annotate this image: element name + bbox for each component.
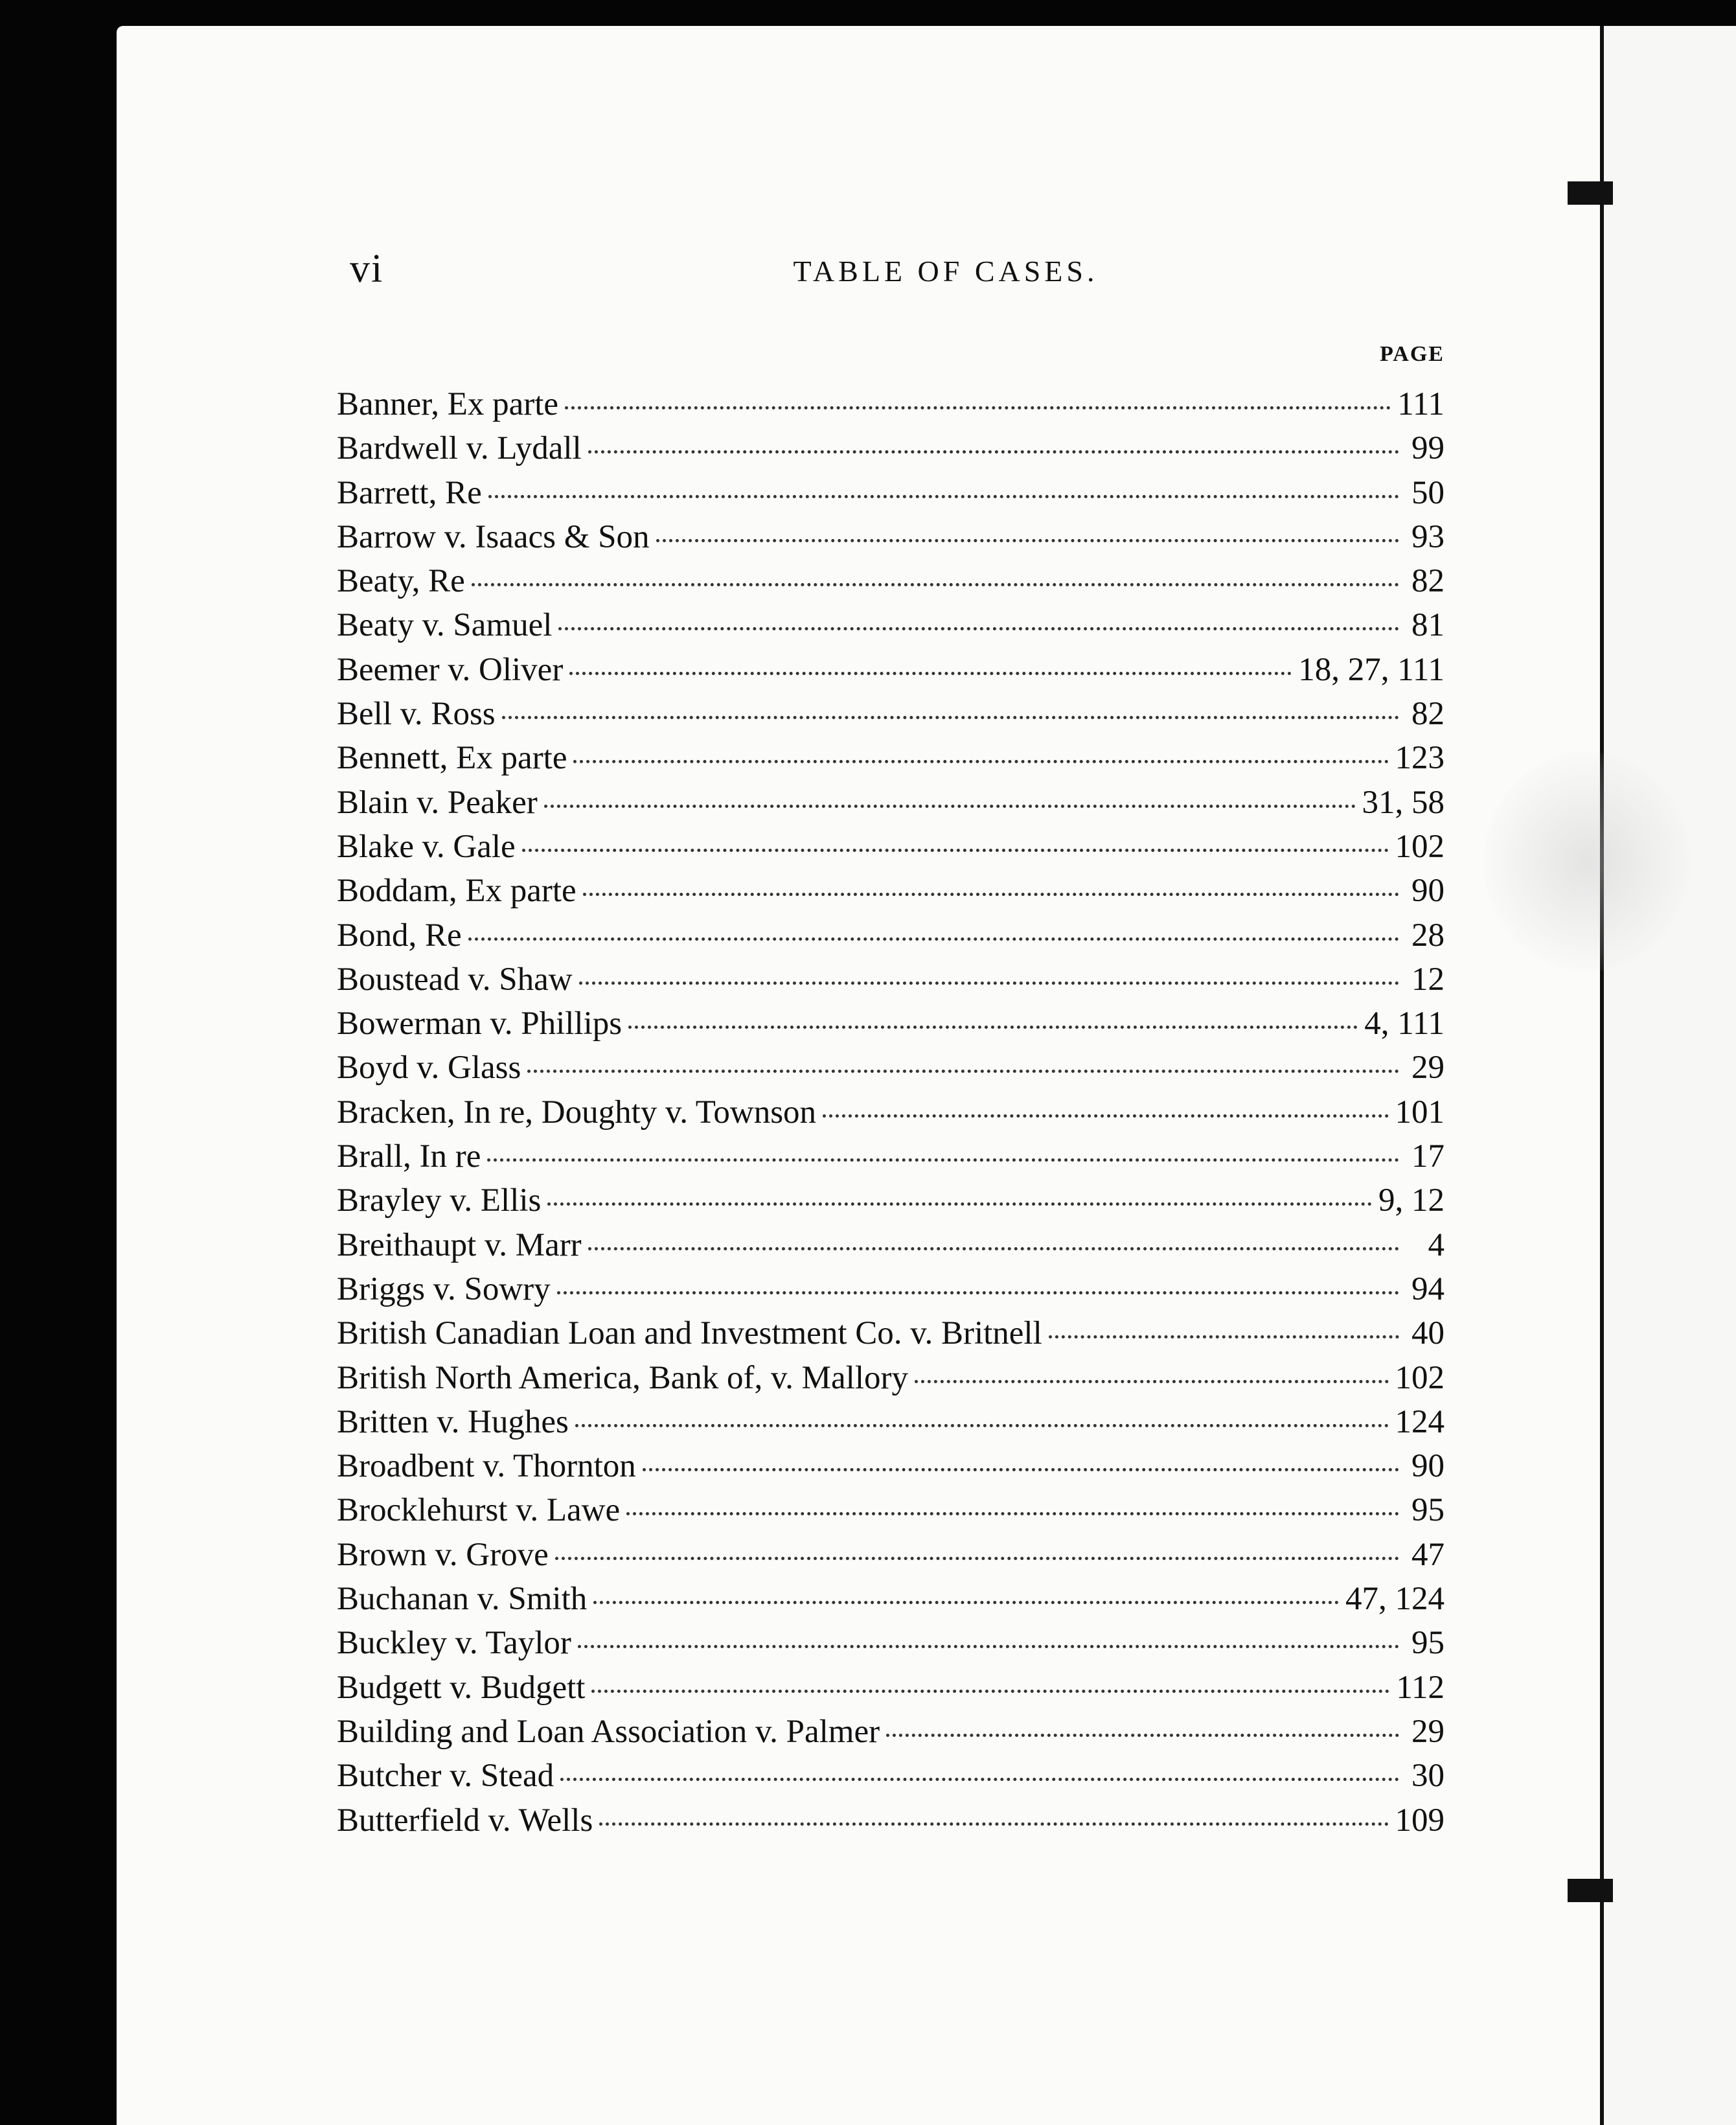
case-name: British Canadian Loan and Investment Co. v. Britnell (337, 1315, 1042, 1352)
case-name: Brall, In re (337, 1138, 481, 1175)
case-name: Bond, Re (337, 917, 462, 954)
case-name: Bowerman v. Phillips (337, 1005, 622, 1042)
page-reference: 50 (1411, 474, 1445, 511)
case-name: Bell v. Ross (337, 696, 496, 733)
list-item (337, 1533, 1445, 1577)
list-item (337, 1710, 1445, 1754)
list-item (337, 781, 1445, 825)
dot-leader (527, 1070, 1399, 1073)
page-reference: 29 (1411, 1050, 1445, 1086)
dot-leader (468, 937, 1399, 941)
page-reference: 9, 12 (1378, 1182, 1445, 1219)
case-name: Beaty, Re (337, 563, 465, 600)
case-name: Bennett, Ex parte (337, 740, 567, 777)
dot-leader (588, 1247, 1399, 1250)
page-reference: 90 (1411, 873, 1445, 910)
case-name: Banner, Ex parte (337, 386, 559, 422)
case-name: Bardwell v. Lydall (337, 430, 582, 467)
table-of-cases-list (337, 382, 1445, 1843)
list-item (337, 1798, 1445, 1843)
case-name: Barrow v. Isaacs & Son (337, 518, 650, 555)
page-reference: 112 (1396, 1669, 1445, 1706)
dot-leader (823, 1114, 1388, 1118)
dot-leader (599, 1822, 1388, 1826)
page-reference: 81 (1411, 607, 1445, 644)
dot-leader (488, 495, 1399, 498)
case-name: Breithaupt v. Marr (337, 1226, 582, 1263)
list-item (337, 1223, 1445, 1267)
page-reference: 99 (1411, 430, 1445, 467)
dot-leader (547, 1202, 1372, 1206)
case-name: Budgett v. Budgett (337, 1669, 586, 1706)
case-name: Barrett, Re (337, 474, 482, 511)
dot-leader (487, 1158, 1399, 1162)
facing-page-edge (1600, 26, 1736, 2125)
case-name: Boyd v. Glass (337, 1050, 521, 1086)
page-reference: 4, 111 (1364, 1005, 1445, 1042)
page-reference: 111 (1397, 386, 1445, 422)
running-title: TABLE OF CASES. (793, 255, 1099, 288)
case-name: Brocklehurst v. Lawe (337, 1492, 621, 1529)
dot-leader (472, 583, 1399, 586)
page-reference: 82 (1411, 696, 1445, 733)
list-item (337, 1488, 1445, 1532)
case-name: Britten v. Hughes (337, 1403, 569, 1440)
list-item (337, 603, 1445, 647)
dot-leader (522, 849, 1389, 852)
list-item (337, 1090, 1445, 1134)
list-item (337, 1002, 1445, 1046)
list-item (337, 648, 1445, 692)
dot-leader (558, 627, 1399, 630)
page-header (350, 246, 1542, 311)
page-reference: 18, 27, 111 (1298, 651, 1445, 688)
page-reference: 17 (1411, 1138, 1445, 1175)
dot-leader (544, 805, 1356, 808)
dot-leader (626, 1512, 1399, 1515)
page-reference: 40 (1411, 1315, 1445, 1352)
page-reference: 102 (1395, 828, 1445, 865)
dot-leader (1049, 1335, 1399, 1338)
page-reference: 95 (1411, 1492, 1445, 1529)
page-reference: 95 (1411, 1625, 1445, 1662)
case-name: Butcher v. Stead (337, 1758, 554, 1795)
case-name: Boustead v. Shaw (337, 961, 573, 998)
case-name: Briggs v. Sowry (337, 1270, 551, 1307)
page-reference: 124 (1395, 1403, 1445, 1440)
page-reference: 29 (1411, 1713, 1445, 1750)
page-reference: 101 (1395, 1094, 1445, 1131)
dot-leader (560, 1778, 1399, 1781)
case-name: Blake v. Gale (337, 828, 516, 865)
page-reference: 30 (1411, 1758, 1445, 1795)
case-name: Buchanan v. Smith (337, 1581, 588, 1618)
dot-leader (593, 1601, 1339, 1604)
list-item (337, 958, 1445, 1002)
dot-leader (583, 893, 1399, 896)
list-item (337, 1577, 1445, 1621)
list-item (337, 1400, 1445, 1444)
page-reference: 47 (1411, 1536, 1445, 1573)
list-item (337, 913, 1445, 958)
binding-mark-top (1568, 181, 1613, 205)
case-name: Blain v. Peaker (337, 784, 538, 821)
case-name: Bracken, In re, Doughty v. Townson (337, 1094, 817, 1131)
dot-leader (656, 539, 1399, 542)
case-name: Building and Loan Association v. Palmer (337, 1713, 880, 1750)
list-item (337, 1311, 1445, 1355)
dot-leader (915, 1380, 1389, 1383)
list-item (337, 426, 1445, 470)
list-item (337, 869, 1445, 913)
page-reference: 123 (1395, 740, 1445, 777)
dot-leader (502, 716, 1399, 719)
dot-leader (643, 1468, 1399, 1471)
list-item (337, 1666, 1445, 1710)
case-name: Brayley v. Ellis (337, 1182, 542, 1219)
case-name: Broadbent v. Thornton (337, 1448, 636, 1485)
page-reference: 82 (1411, 563, 1445, 600)
case-name: Beaty v. Samuel (337, 607, 553, 644)
binding-mark-bottom (1568, 1879, 1613, 1902)
case-name: Brown v. Grove (337, 1536, 549, 1573)
page-reference: 31, 58 (1362, 784, 1445, 821)
list-item (337, 1046, 1445, 1090)
dot-leader (557, 1291, 1399, 1294)
case-name: British North America, Bank of, v. Mallory (337, 1359, 908, 1396)
list-item (337, 736, 1445, 780)
page-stain (1483, 752, 1691, 972)
list-item (337, 382, 1445, 426)
list-item (337, 1621, 1445, 1665)
page-reference: 28 (1411, 917, 1445, 954)
dot-leader (628, 1026, 1358, 1029)
list-item (337, 1178, 1445, 1223)
list-item (337, 1444, 1445, 1488)
dot-leader (886, 1734, 1399, 1737)
dot-leader (555, 1557, 1399, 1560)
dot-leader (573, 760, 1388, 763)
case-name: Beemer v. Oliver (337, 651, 564, 688)
case-name: Butterfield v. Wells (337, 1802, 593, 1839)
dot-leader (588, 450, 1399, 454)
folio-number: vi (350, 247, 384, 291)
dot-leader (579, 982, 1399, 985)
page-reference: 12 (1411, 961, 1445, 998)
page-reference: 90 (1411, 1448, 1445, 1485)
list-item (337, 1134, 1445, 1178)
list-item (337, 1754, 1445, 1798)
list-item (337, 825, 1445, 869)
list-item (337, 1356, 1445, 1400)
dot-leader (569, 672, 1292, 675)
page-reference: 93 (1411, 518, 1445, 555)
dot-leader (578, 1645, 1399, 1648)
list-item (337, 1267, 1445, 1311)
page-column-label: PAGE (1380, 342, 1445, 366)
list-item (337, 471, 1445, 515)
dot-leader (591, 1690, 1389, 1693)
page-reference: 47, 124 (1345, 1581, 1445, 1618)
page-reference: 94 (1411, 1270, 1445, 1307)
page-reference: 102 (1395, 1359, 1445, 1396)
dot-leader (565, 406, 1391, 409)
dot-leader (575, 1424, 1389, 1427)
list-item (337, 559, 1445, 603)
list-item (337, 515, 1445, 559)
page-reference: 4 (1428, 1226, 1445, 1263)
case-name: Buckley v. Taylor (337, 1625, 571, 1662)
case-name: Boddam, Ex parte (337, 873, 577, 910)
page-reference: 109 (1395, 1802, 1445, 1839)
list-item (337, 692, 1445, 736)
